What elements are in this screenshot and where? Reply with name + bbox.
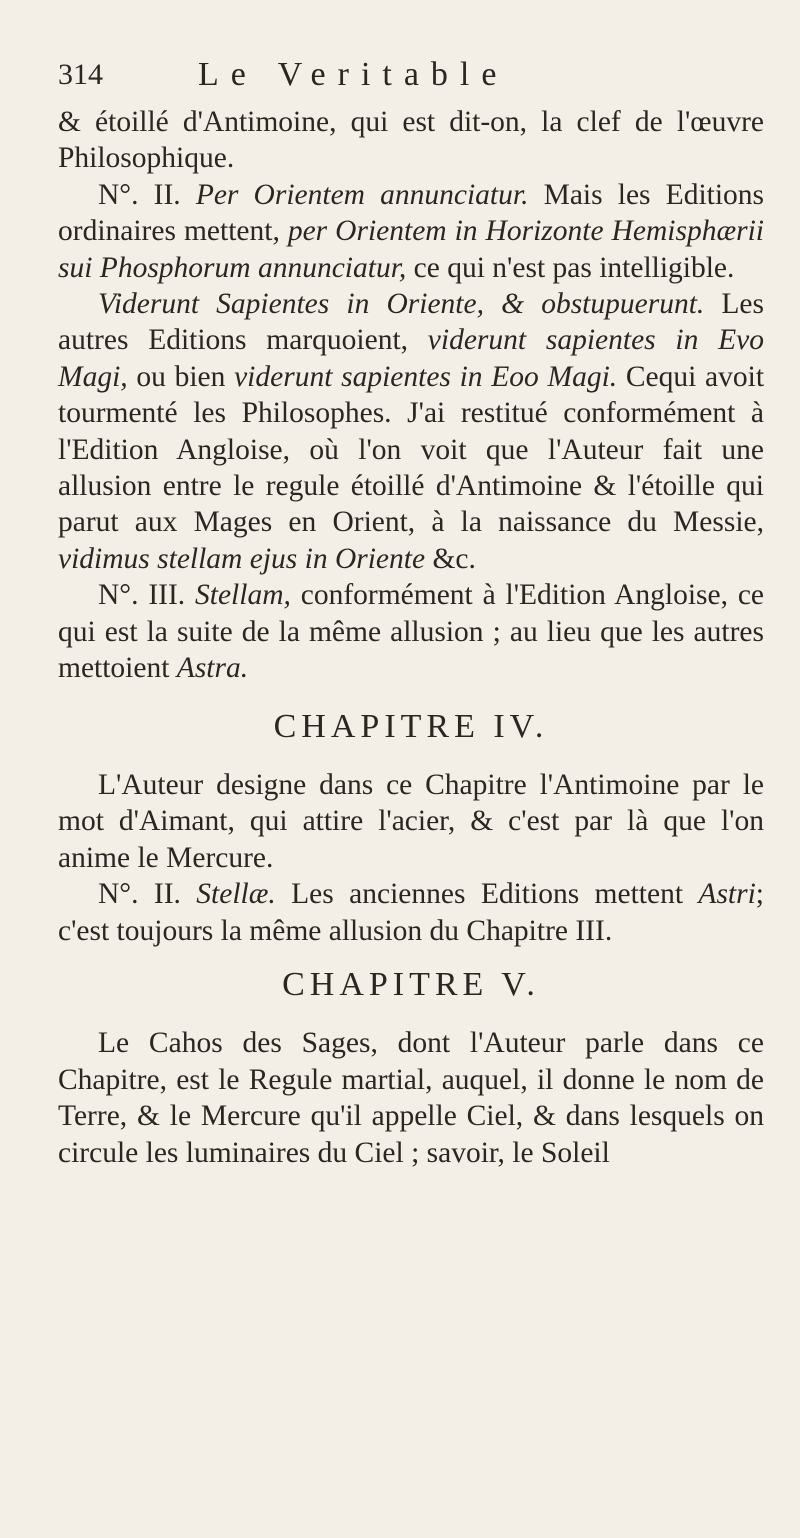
chapter4-paragraph-1 <box>58 767 764 876</box>
chapter-heading-5: CHAPITRE V. <box>282 965 540 1003</box>
paragraph-continuation <box>58 104 764 177</box>
latin-quote: per Orientem in Horizonte Hemisphærii sui Phosphorum annunciatur, <box>58 215 764 284</box>
body-text <box>58 104 764 1171</box>
chapter5-paragraph-1 <box>58 1025 764 1171</box>
note-number: N°. II. <box>98 178 181 211</box>
paragraph-text: ce qui n'est pas intelligible. <box>413 251 735 284</box>
running-head <box>58 58 764 98</box>
running-title: Le Veritable <box>198 56 509 93</box>
paragraph-text: Le Cahos des Sages, dont l'Auteur parle dans ce Chapitre, est le Regule martial, auquel, il donne le nom de Terre, & le Mercure qu'il appelle Ciel, & dans lesquels on circule les luminaires du Ciel ; savoir, le Soleil <box>58 1027 764 1169</box>
latin-quote: Stellæ. <box>196 878 276 911</box>
paragraph-text: Cequi avoit tourmenté les Philosophes. J'ai restitué conformément à l'Edition Angloise, où l'on voit que l'Auteur fait une allusion entre le regule étoillé d'Antimoine & l'étoille qui parut aux Mages en Orient, à la naissance du Messie, <box>58 360 765 539</box>
note-number: N°. III. <box>98 579 186 612</box>
latin-quote: Stellam, <box>195 579 291 612</box>
paragraph-text: ou bien <box>136 360 226 393</box>
latin-quote: vidimus stellam ejus in Oriente <box>58 542 426 575</box>
page-number: 314 <box>58 58 103 91</box>
paragraph-text: Les autres Editions marquoient, <box>58 288 764 357</box>
paragraph-text: & étoillé d'Antimoine, qui est dit-on, la clef de l'œuvre Philosophique. <box>58 106 764 175</box>
paragraph-note-3 <box>58 577 764 686</box>
paragraph-text: conformément à l'Edition Angloise, ce qui est la suite de la même allusion ; au lieu que les autres mettoient <box>58 579 765 685</box>
chapter4-paragraph-2 <box>58 876 764 949</box>
latin-quote: Astra. <box>176 652 249 685</box>
chapter-heading-4: CHAPITRE IV. <box>273 707 549 745</box>
latin-quote: Viderunt Sapientes in Oriente, & obstupuerunt. <box>98 288 705 321</box>
paragraph-text: ; c'est toujours la même allusion du Chapitre III. <box>58 878 764 947</box>
note-number: N°. II. <box>98 878 181 911</box>
paragraph-text: Les anciennes Editions mettent <box>291 878 684 911</box>
paragraph-text: L'Auteur designe dans ce Chapitre l'Antimoine par le mot d'Aimant, qui attire l'acier, & c'est par là que l'on anime le Mercure. <box>58 768 764 874</box>
latin-quote: Per Orientem annunciatur. <box>195 178 529 211</box>
paragraph-viderunt <box>58 286 764 577</box>
latin-quote: Astri <box>698 878 756 911</box>
latin-quote: viderunt sapientes in Evo Magi, <box>58 324 764 393</box>
paragraph-text: &c. <box>432 542 476 575</box>
latin-quote: viderunt sapientes in Eoo Magi. <box>234 360 618 393</box>
paragraph-text: Mais les Editions ordinaires mettent, <box>58 178 765 248</box>
paragraph-note-2 <box>58 177 764 286</box>
